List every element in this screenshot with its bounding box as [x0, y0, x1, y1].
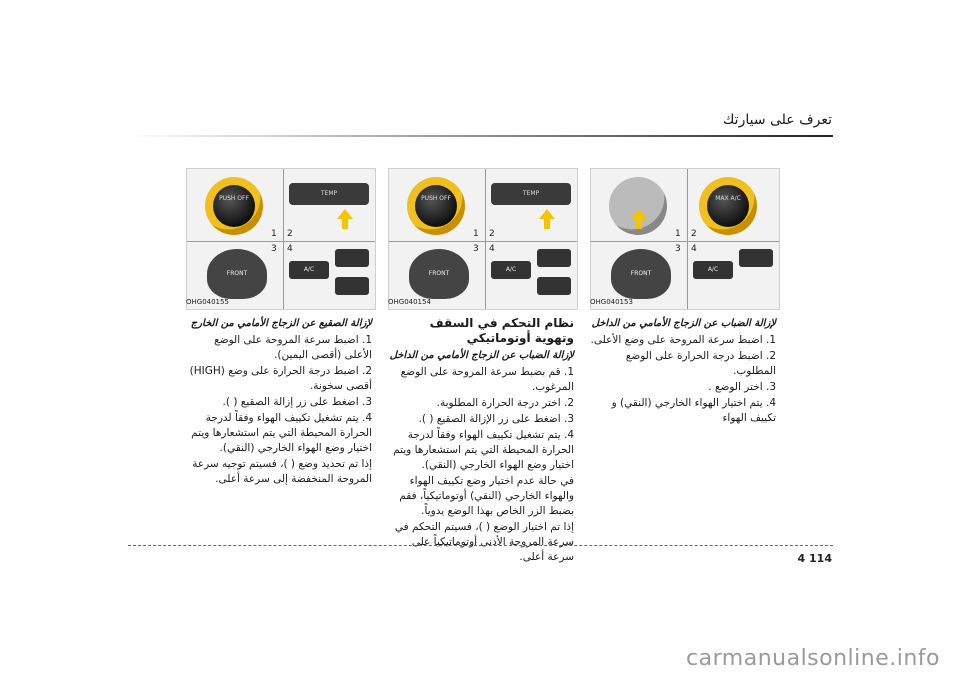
arrow-icon	[539, 209, 555, 219]
list-item: إذا تم اختيار الوضع ( )، فسيتم التحكم في سرعة المروحة الأدنى أوتوماتيكياً على سرعة أعلى.	[394, 521, 574, 563]
list-item: 3. اختر الوضع .	[708, 381, 776, 393]
figure-middle: PUSH OFF TEMP 1 2 3 4 FRONT A/C	[388, 168, 578, 310]
fresh-air-button	[335, 277, 369, 295]
list-item: 2. اختر درجة الحرارة المطلوبة.	[436, 397, 574, 409]
section-heading: نظام التحكم في السقف وتهوية أوتوماتيكي	[429, 316, 574, 345]
list-item: 4. يتم تشغيل تكييف الهواء وفقاً لدرجة الحرارة المحيطة التي يتم استشعارها ويتم اختيار وضع الهواء الخارجي (النقي).	[191, 412, 372, 454]
figure-right: MAX A/C 1 2 3 4 FRONT A/C	[590, 168, 780, 310]
recirculation-button	[335, 249, 369, 267]
list-item: 1. اضبط سرعة المروحة على وضع الأعلى.	[590, 334, 776, 346]
defrost-front-button: FRONT	[409, 249, 469, 299]
fresh-air-button	[537, 277, 571, 295]
arrow-icon	[631, 209, 647, 219]
ac-button: A/C	[289, 261, 329, 279]
section-subheading: لإزالة الضباب عن الزجاج الأمامي من الداخل	[389, 350, 574, 361]
ac-button: A/C	[491, 261, 531, 279]
list-item: 1. اضبط سرعة المروحة على الوضع الأعلى (أقصى اليمين).	[214, 334, 372, 361]
figure-code: OHG040155	[186, 298, 229, 306]
figure-left: PUSH OFF TEMP 1 2 3 4 FRONT A/C	[186, 168, 376, 310]
figure-code: OHG040153	[590, 298, 633, 306]
list-item: في حالة عدم اختيار وضع تكييف الهواء والهواء الخارجي (النقي) أوتوماتيكياً، فقم بضبط الزر الخاص بهذا الوضع يدوياً.	[399, 475, 574, 517]
fan-knob: PUSH OFF	[205, 177, 263, 235]
figure-code: OHG040154	[388, 298, 431, 306]
header-divider	[128, 135, 833, 137]
column-right	[590, 316, 776, 427]
defrost-front-button: FRONT	[611, 249, 671, 299]
fan-knob: PUSH OFF	[407, 177, 465, 235]
list-item: إذا تم تحديد وضع ( )، فسيتم توجيه سرعة المروحة المنخفضة إلى سرعة أعلى.	[192, 458, 372, 485]
list-item: 4. يتم تشغيل تكييف الهواء وفقاً لدرجة الحرارة المحيطة التي يتم استشعارها ويتم اختيار وضع الهواء الخارجي (النقي).	[393, 429, 574, 471]
arrow-icon	[337, 209, 353, 219]
recirculation-button	[537, 249, 571, 267]
recirculation-button	[739, 249, 773, 267]
ac-button: A/C	[693, 261, 733, 279]
defrost-front-button: FRONT	[207, 249, 267, 299]
temp-control: TEMP	[491, 183, 571, 205]
list-item: 1. قم بضبط سرعة المروحة على الوضع المرغوب.	[400, 366, 574, 393]
list-item: 3. اضغط على زر الإزالة الصقيع ( ).	[418, 413, 574, 425]
list-item: 2. اضبط درجة الحرارة على الوضع المطلوب.	[625, 350, 776, 377]
temp-knob: MAX A/C	[699, 177, 757, 235]
watermark: carmanualsonline.info	[686, 646, 940, 671]
page-number: 4 114	[797, 552, 832, 565]
section-subheading: لإزالة الضباب عن الزجاج الأمامي من الداخل	[591, 318, 776, 329]
temp-control: TEMP	[289, 183, 369, 205]
header-title: تعرف على سيارتك	[722, 112, 832, 128]
list-item: 3. اضغط على زر إزالة الصقيع ( ).	[222, 396, 372, 408]
column-middle	[388, 316, 574, 566]
list-item: 4. يتم اختيار الهواء الخارجي (النقي) و تكييف الهواء	[611, 397, 776, 424]
section-subheading: لإزالة الصقيع عن الزجاج الأمامي من الخارج	[190, 318, 372, 329]
column-left	[186, 316, 372, 488]
footer-divider	[128, 545, 833, 546]
list-item: 2. اضبط درجة الحرارة على وضع (HIGH) أقصى سخونة.	[189, 365, 372, 392]
